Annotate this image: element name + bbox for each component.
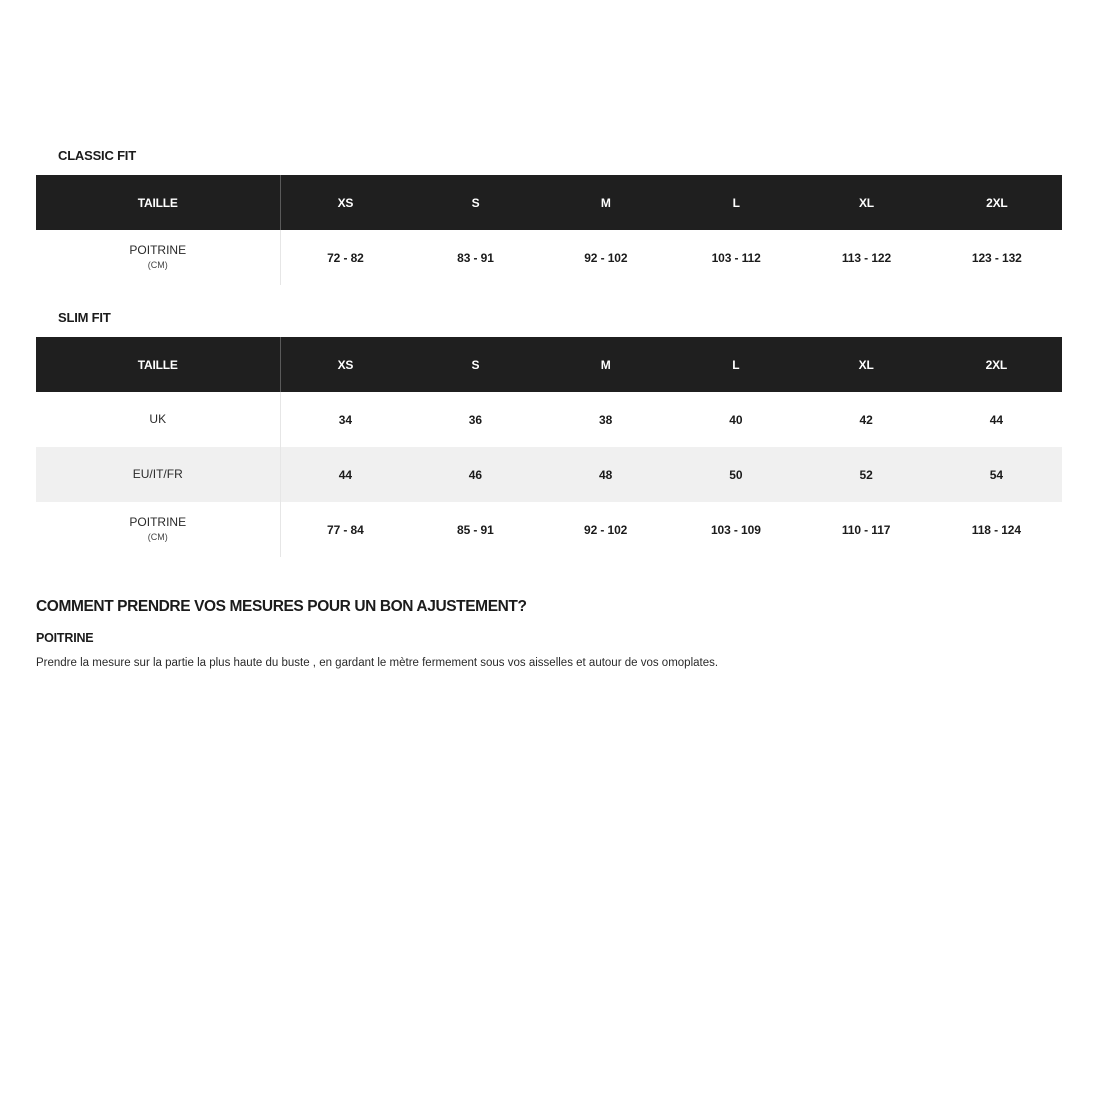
header-taille: TAILLE	[36, 175, 280, 230]
table-row	[36, 230, 1062, 285]
header-size-xs: XS	[337, 357, 354, 372]
measurement-guide-subheading: POITRINE	[36, 631, 94, 645]
header-size-m: M	[600, 195, 611, 210]
slim-fit-header-row	[36, 337, 1062, 392]
table-row	[36, 502, 1062, 557]
table-cell: 50	[729, 467, 743, 482]
table-cell: 77 - 84	[327, 522, 364, 537]
table-cell: 92 - 102	[584, 522, 628, 537]
table-cell: 46	[468, 467, 482, 482]
header-size-m: M	[600, 357, 611, 372]
row-label-cell	[36, 447, 280, 502]
table-cell: 34	[338, 412, 352, 427]
measurement-guide-text: Prendre la mesure sur la partie la plus haute du buste , en gardant le mètre fermement sous vos aisselles et autour de vos omoplates.	[36, 657, 719, 669]
table-row	[36, 447, 1062, 502]
slim-fit-title: SLIM FIT	[58, 310, 111, 325]
table-cell: 83 - 91	[457, 250, 494, 265]
table-cell: 44	[989, 412, 1003, 427]
header-size-xl: XL	[858, 357, 874, 372]
row-label-cell	[36, 392, 280, 447]
header-size-xs: XS	[337, 195, 354, 210]
table-cell: 103 - 112	[711, 250, 761, 265]
header-size-s: S	[471, 195, 480, 210]
slim-fit-table	[36, 337, 1062, 557]
header-size-2xl: 2XL	[986, 195, 1008, 210]
table-cell: 42	[859, 412, 873, 427]
table-cell: 85 - 91	[457, 522, 494, 537]
table-cell: 48	[599, 467, 613, 482]
header-size-l: L	[732, 195, 740, 210]
row-label-cell	[36, 502, 280, 557]
table-cell: 72 - 82	[327, 250, 364, 265]
row-unit: (CM)	[147, 260, 168, 270]
row-label: UK	[149, 412, 167, 426]
header-taille: TAILLE	[36, 337, 280, 392]
table-cell: 40	[729, 412, 743, 427]
classic-fit-header-row	[36, 175, 1062, 230]
table-cell: 113 - 122	[841, 250, 892, 265]
table-cell: 110 - 117	[841, 522, 891, 537]
header-size-s: S	[471, 357, 480, 372]
table-cell: 54	[989, 467, 1003, 482]
table-cell: 36	[468, 412, 482, 427]
table-cell: 52	[859, 467, 873, 482]
header-size-l: L	[732, 357, 740, 372]
classic-fit-title: CLASSIC FIT	[58, 148, 136, 163]
table-row	[36, 392, 1062, 447]
table-cell: 118 - 124	[971, 522, 1021, 537]
row-label: POITRINE	[129, 515, 187, 529]
header-size-2xl: 2XL	[985, 357, 1008, 372]
table-cell: 92 - 102	[584, 250, 628, 265]
table-cell: 38	[599, 412, 613, 427]
classic-fit-table	[36, 175, 1062, 285]
header-size-xl: XL	[859, 195, 874, 210]
row-label: POITRINE	[129, 243, 187, 257]
table-cell: 123 - 132	[971, 250, 1022, 265]
measurement-guide-heading: COMMENT PRENDRE VOS MESURES POUR UN BON AJUSTEMENT?	[36, 598, 527, 615]
row-label: EU/IT/FR	[132, 467, 183, 481]
row-unit: (CM)	[147, 532, 168, 542]
table-cell: 44	[338, 467, 352, 482]
row-label-cell	[36, 230, 280, 285]
table-cell: 103 - 109	[710, 522, 761, 537]
